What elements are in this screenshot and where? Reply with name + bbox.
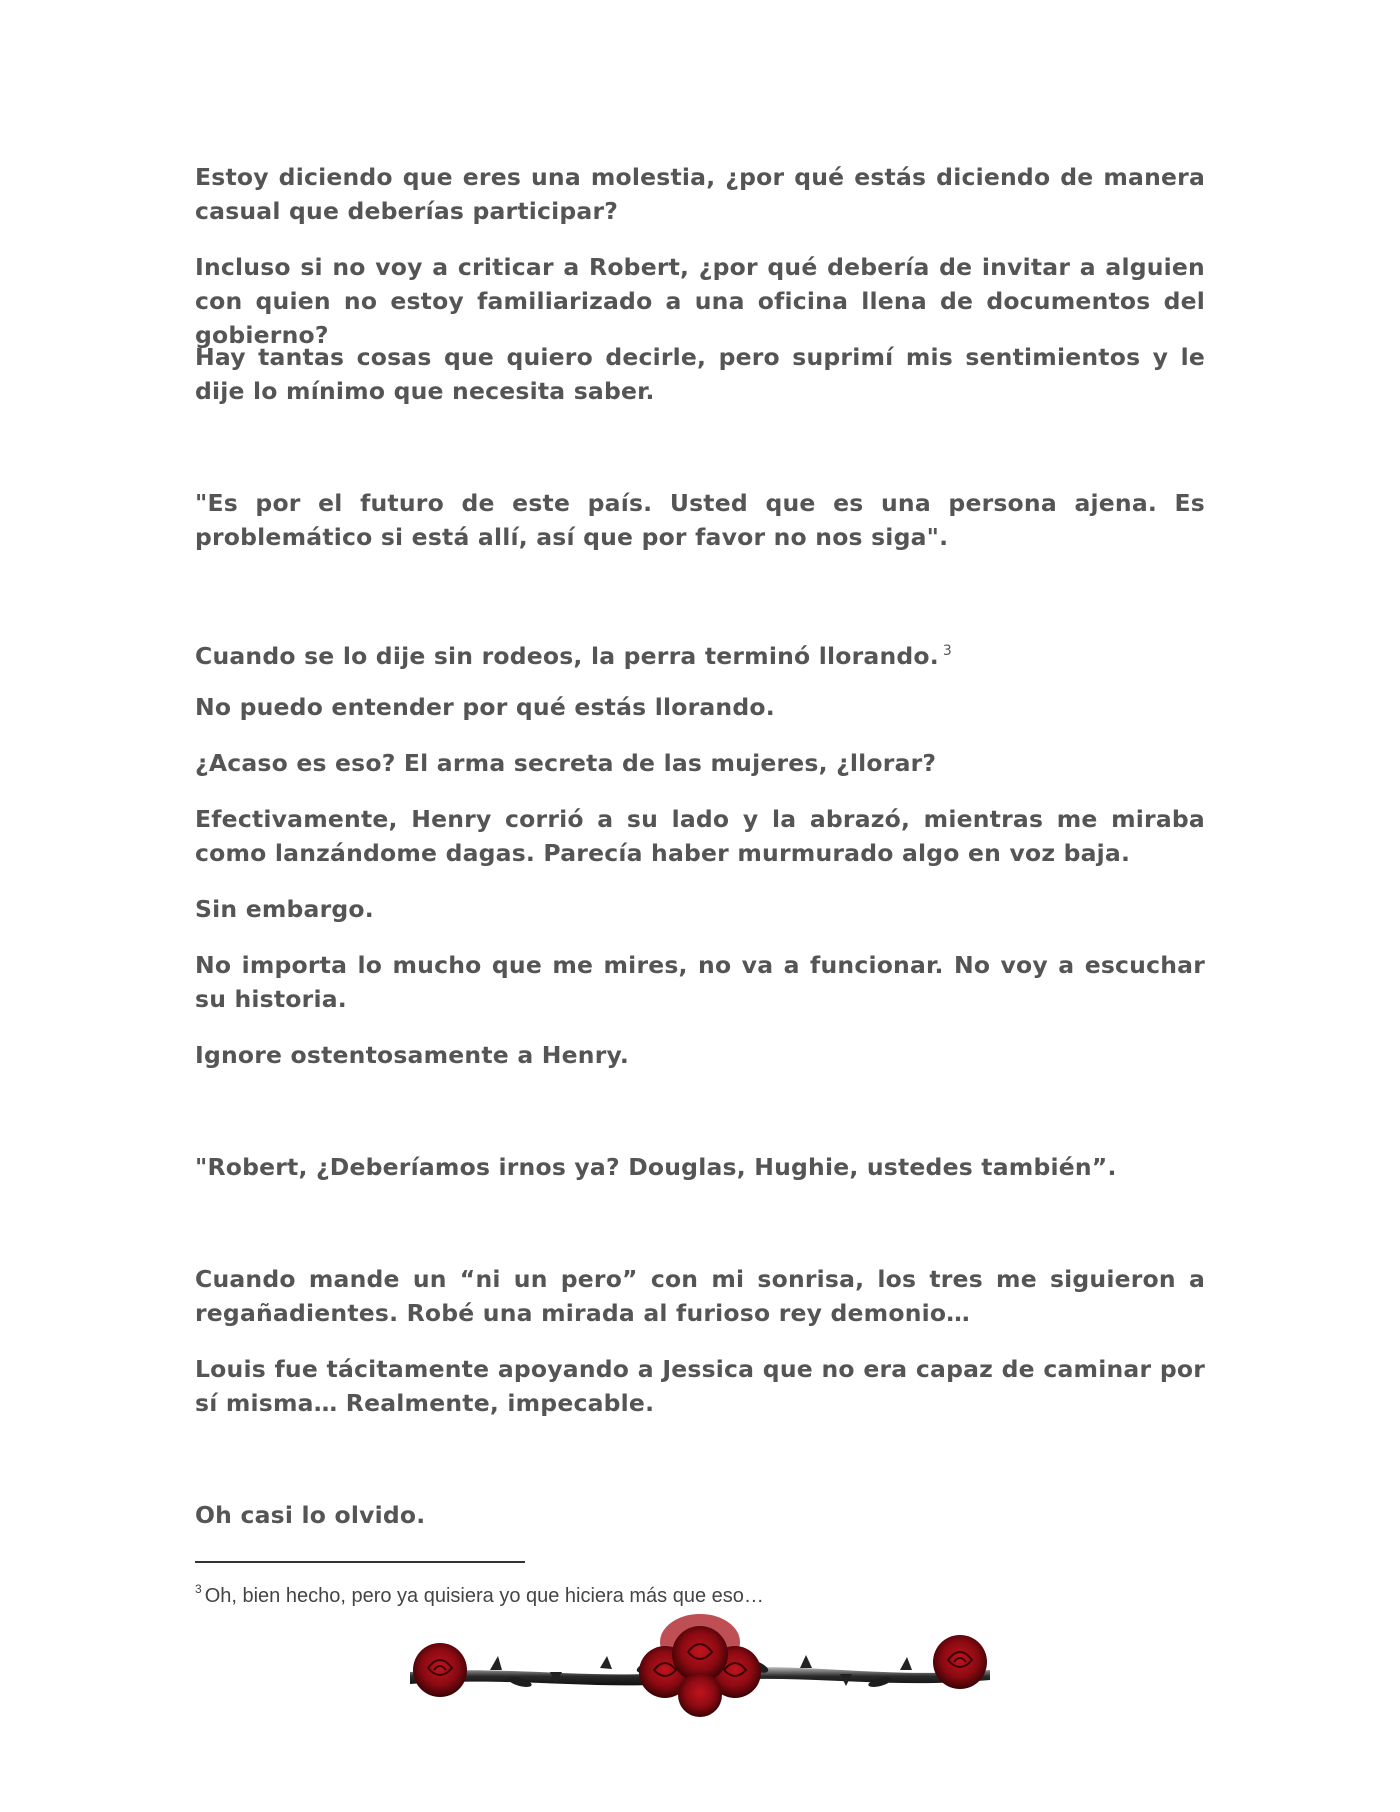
paragraph-5-text: Cuando se lo dije sin rodeos, la perra terminó llorando. bbox=[195, 642, 939, 670]
paragraph-15: Oh casi lo olvido. bbox=[195, 1501, 426, 1529]
rose-right bbox=[933, 1635, 987, 1689]
paragraph-8: Efectivamente, Henry corrió a su lado y la abrazó, mientras me miraba como lanzándome dagas. Parecía haber murmurado algo en voz baja. bbox=[195, 805, 1205, 867]
paragraph-10: No importa lo mucho que me mires, no va a funcionar. No voy a escuchar su historia. bbox=[195, 951, 1205, 1013]
paragraph-14: Louis fue tácitamente apoyando a Jessica que no era capaz de caminar por sí misma… Realmente, impecable. bbox=[195, 1355, 1205, 1417]
paragraph-9: Sin embargo. bbox=[195, 895, 374, 923]
footnote-separator bbox=[195, 1561, 525, 1563]
footnote-reference[interactable]: 3 bbox=[942, 643, 953, 659]
rose-branch-divider bbox=[400, 1610, 1000, 1725]
paragraph-7: ¿Acaso es eso? El arma secreta de las mujeres, ¿llorar? bbox=[195, 749, 937, 777]
paragraph-3: Hay tantas cosas que quiero decirle, pero suprimí mis sentimientos y le dije lo mínimo que necesita saber. bbox=[195, 343, 1205, 405]
paragraph-4-dialogue: "Es por el futuro de este país. Usted que es una persona ajena. Es problemático si está allí, así que por favor no nos siga". bbox=[195, 489, 1205, 551]
rose-left bbox=[413, 1643, 467, 1697]
rose-cluster-center bbox=[639, 1614, 761, 1717]
paragraph-2: Incluso si no voy a criticar a Robert, ¿por qué debería de invitar a alguien con quien no estoy familiarizado a una oficina llena de documentos del gobierno? bbox=[195, 253, 1205, 349]
footnote-text: Oh, bien hecho, pero ya quisiera yo que hiciera más que eso… bbox=[204, 1585, 764, 1607]
paragraph-13: Cuando mande un “ni un pero” con mi sonrisa, los tres me siguieron a regañadientes. Robé una mirada al furioso rey demonio… bbox=[195, 1265, 1205, 1327]
paragraph-11: Ignore ostentosamente a Henry. bbox=[195, 1041, 629, 1069]
footnote-number: 3 bbox=[195, 1582, 202, 1596]
paragraph-5 bbox=[195, 634, 1205, 673]
paragraph-1: Estoy diciendo que eres una molestia, ¿por qué estás diciendo de manera casual que deberías participar? bbox=[195, 163, 1205, 225]
paragraph-12-dialogue: "Robert, ¿Deberíamos irnos ya? Douglas, Hughie, ustedes también”. bbox=[195, 1153, 1117, 1181]
footnote bbox=[195, 1576, 1195, 1609]
paragraph-6: No puedo entender por qué estás llorando. bbox=[195, 693, 775, 721]
